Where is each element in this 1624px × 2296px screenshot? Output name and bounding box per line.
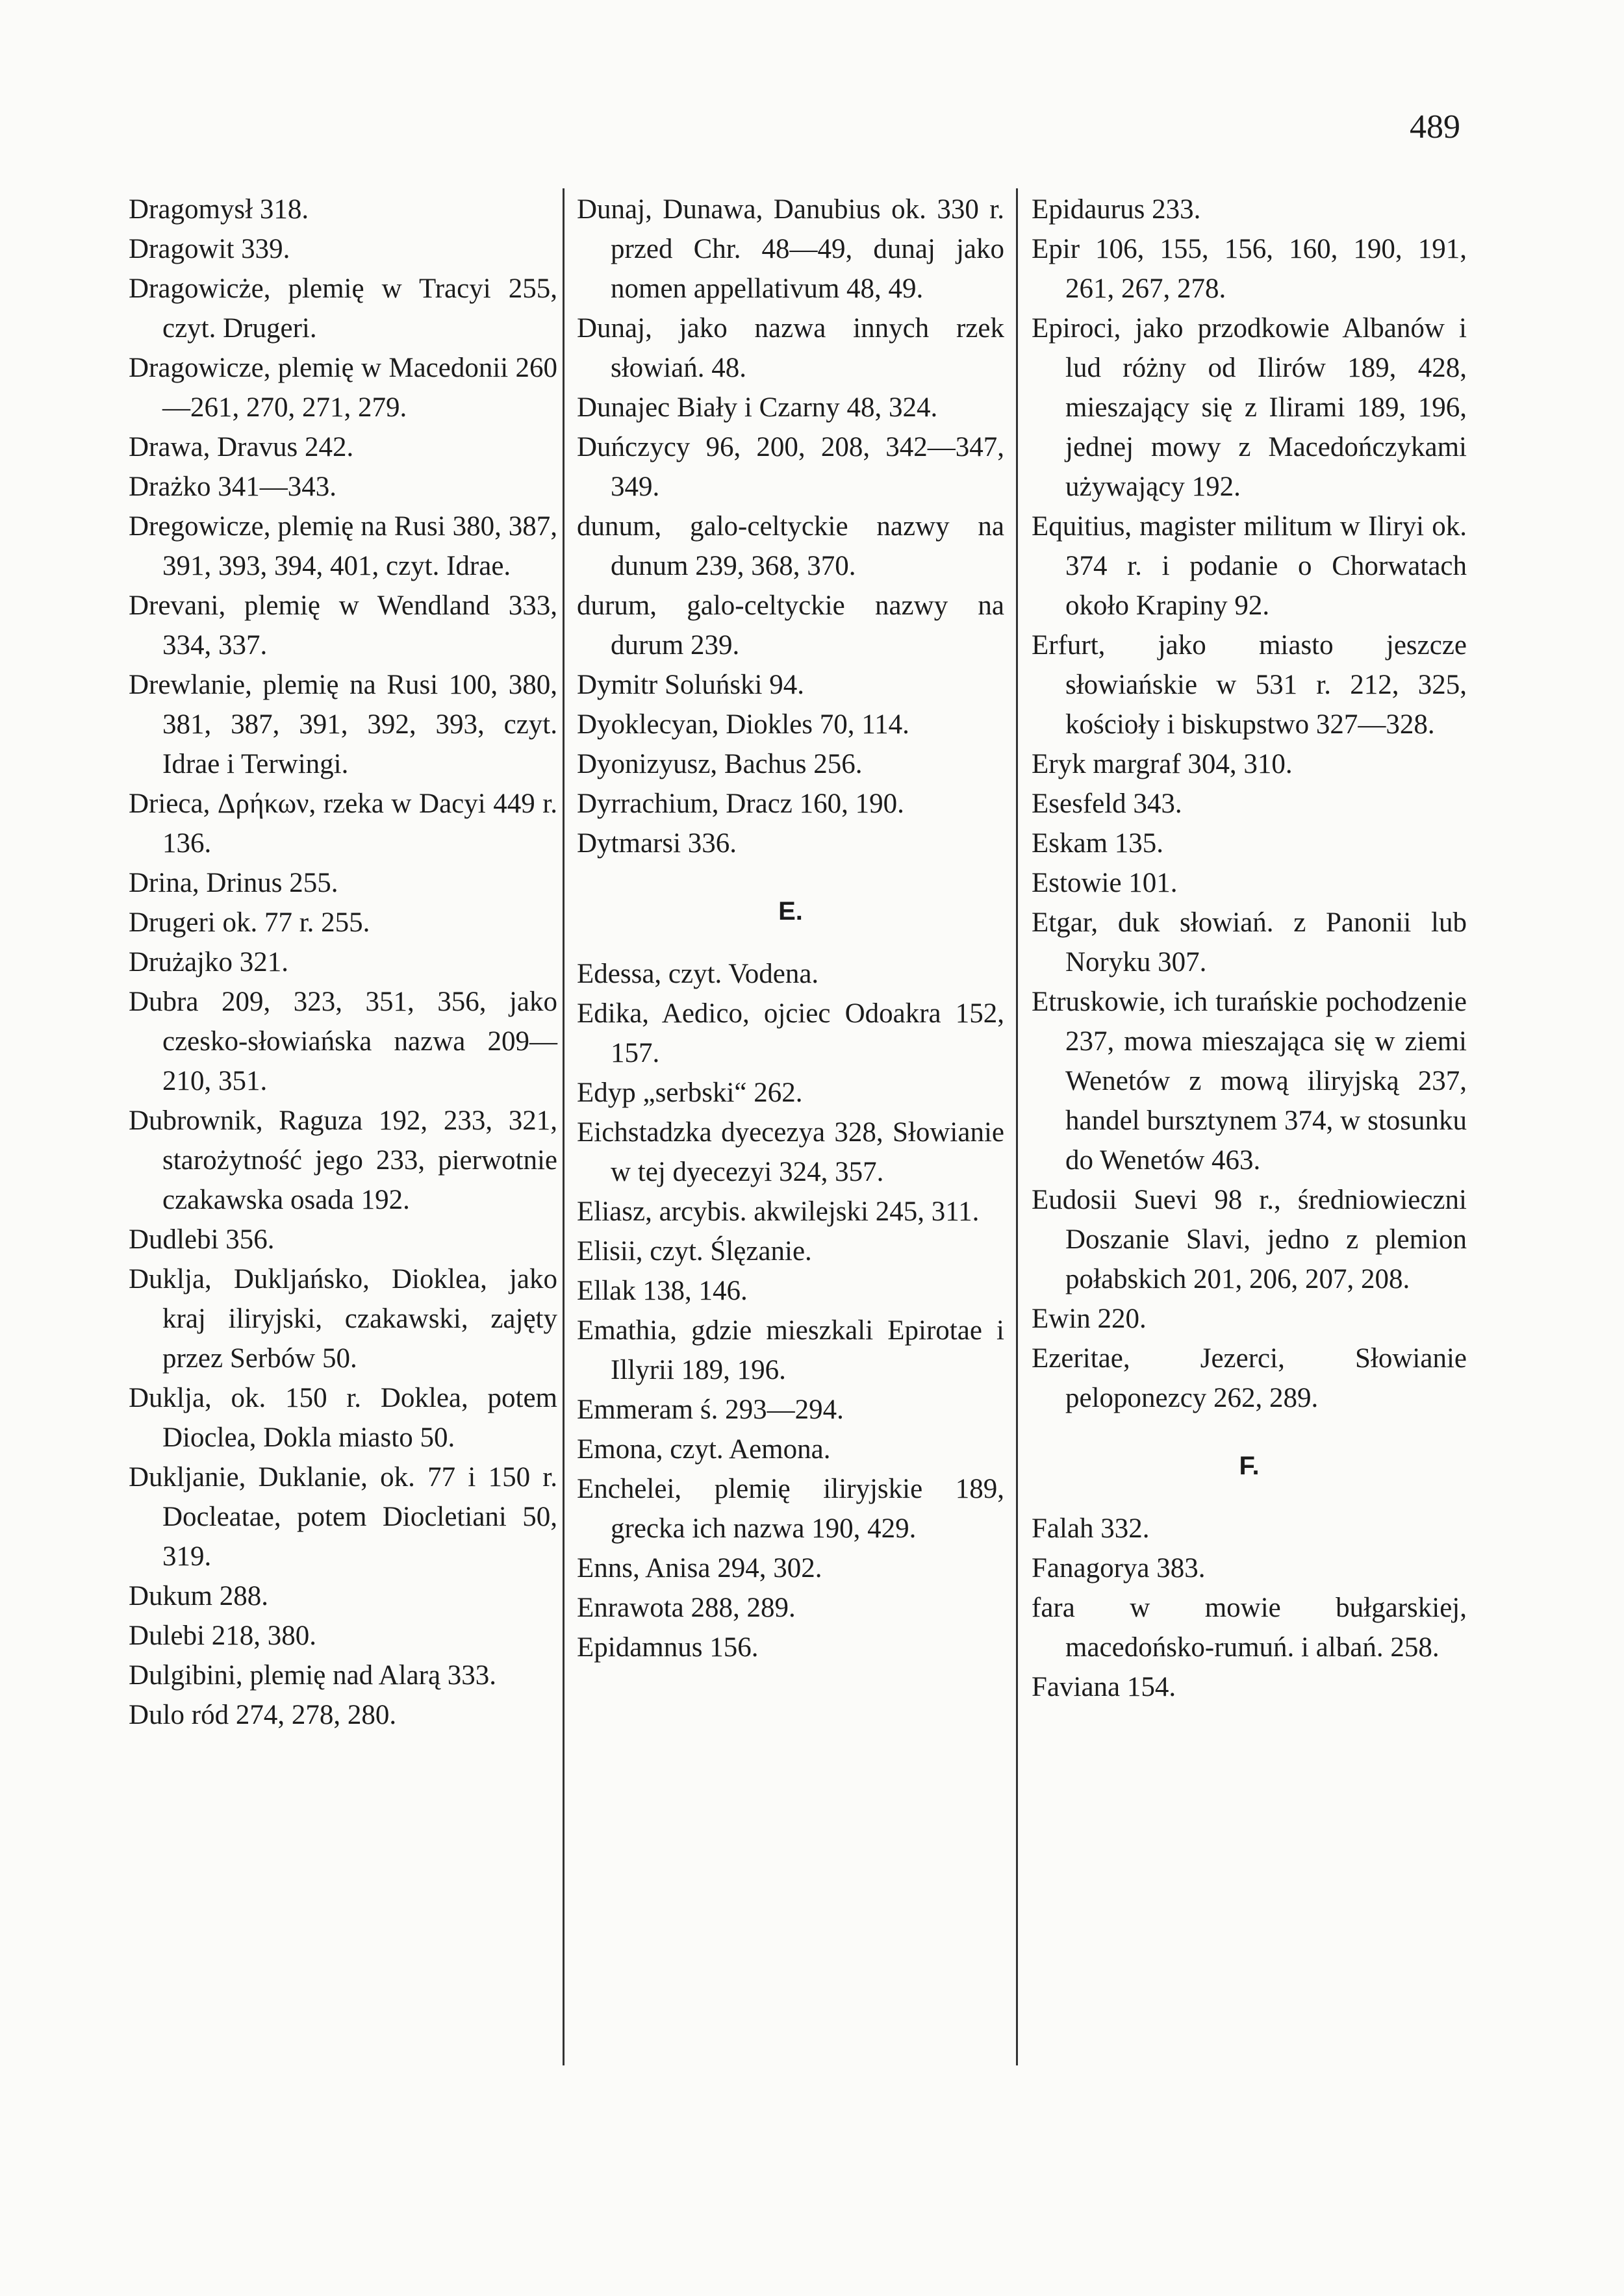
- index-entry: Emmeram ś. 293—294.: [577, 1394, 844, 1425]
- index-entry: fara w mowie bułgarskiej, macedońsko-rumuń. i albań. 258.: [1032, 1593, 1467, 1663]
- index-entry: Dyonizyusz, Bachus 256.: [577, 749, 863, 779]
- index-entry: Duklja, ok. 150 r. Doklea, potem Dioclea, Dokla miasto 50.: [129, 1383, 557, 1453]
- index-entry: Dragomysł 318.: [129, 194, 309, 225]
- index-entry: Epiroci, jako przodkowie Albanów i lud różny od Ilirów 189, 428, mieszający się z Ilirami 189, 196, jednej mowy z Macedończykami używający 192.: [1032, 313, 1467, 502]
- index-column-2: [577, 190, 1004, 1667]
- index-entry: Duńczycy 96, 200, 208, 342—347, 349.: [577, 432, 1004, 502]
- index-entry: Erfurt, jako miasto jeszcze słowiańskie w 531 r. 212, 325, kościoły i biskupstwo 327—328.: [1032, 630, 1467, 740]
- index-entry: Etgar, duk słowiań. z Panonii lub Noryku 307.: [1032, 907, 1467, 978]
- index-entry: Falah 332.: [1032, 1513, 1150, 1544]
- index-entry: Drawa, Dravus 242.: [129, 432, 354, 462]
- index-entry: Enns, Anisa 294, 302.: [577, 1553, 822, 1583]
- index-entry: Drieca, Δρήκων, rzeka w Dacyi 449 r. 136.: [129, 788, 557, 859]
- index-entry: Enchelei, plemię iliryjskie 189, grecka ich nazwa 190, 429.: [577, 1474, 1004, 1544]
- index-entry: Drina, Drinus 255.: [129, 868, 338, 898]
- index-entry: Dragowicże, plemię w Tracyi 255, czyt. Drugeri.: [129, 273, 557, 344]
- index-entry: Estowie 101.: [1032, 868, 1178, 898]
- index-entry: Esesfeld 343.: [1032, 788, 1182, 819]
- index-entry: Dubra 209, 323, 351, 356, jako czesko-słowiańska nazwa 209—210, 351.: [129, 987, 557, 1096]
- index-column-3: [1032, 190, 1467, 1707]
- index-entry: Duklja, Dukljańsko, Dioklea, jako kraj iliryjski, czakawski, zajęty przez Serbów 50.: [129, 1264, 557, 1374]
- index-entry: Epir 106, 155, 156, 160, 190, 191, 261, 267, 278.: [1032, 234, 1467, 304]
- index-entry: Dubrownik, Raguza 192, 233, 321, starożytność jego 233, pierwotnie czakawska osada 192.: [129, 1105, 557, 1215]
- index-entry: Dudlebi 356.: [129, 1224, 275, 1255]
- index-entry: Dunaj, Dunawa, Danubius ok. 330 r. przed Chr. 48—49, dunaj jako nomen appellativum 48, 49.: [577, 194, 1004, 304]
- index-entry: Etruskowie, ich turańskie pochodzenie 237, mowa mieszająca się w ziemi Wenetów z mową iliryjską 237, handel bursztynem 374, w stosunku do Wenetów 463.: [1032, 987, 1467, 1176]
- index-entry: Dytmarsi 336.: [577, 828, 737, 859]
- index-entry: Dyoklecyan, Diokles 70, 114.: [577, 709, 909, 740]
- index-entry: Epidaurus 233.: [1032, 194, 1201, 225]
- index-entry: Dunajec Biały i Czarny 48, 324.: [577, 392, 938, 423]
- page-number: 489: [1410, 108, 1460, 145]
- index-entry: Drużajko 321.: [129, 947, 288, 978]
- index-entry: Dyrrachium, Dracz 160, 190.: [577, 788, 904, 819]
- index-entry: Drewlanie, plemię na Rusi 100, 380, 381, 387, 391, 392, 393, czyt. Idrae i Terwingi.: [129, 670, 557, 779]
- section-heading-f: F.: [1239, 1452, 1260, 1480]
- index-entry: Drugeri ok. 77 r. 255.: [129, 907, 370, 938]
- index-entry: Elisii, czyt. Ślęzanie.: [577, 1236, 812, 1267]
- index-entry: Dregowicze, plemię na Rusi 380, 387, 391, 393, 394, 401, czyt. Idrae.: [129, 511, 557, 581]
- index-entry: Emathia, gdzie mieszkali Epirotae i Illyrii 189, 196.: [577, 1315, 1004, 1385]
- index-entry: durum, galo-celtyckie nazwy na durum 239.: [577, 590, 1004, 661]
- index-entry: Dunaj, jako nazwa innych rzek słowiań. 48.: [577, 313, 1004, 383]
- index-entry: Dymitr Soluński 94.: [577, 670, 805, 700]
- index-entry: Dulebi 218, 380.: [129, 1621, 317, 1651]
- column-divider: [563, 188, 565, 2065]
- index-entry: Fanagorya 383.: [1032, 1553, 1206, 1583]
- section-heading-e: E.: [778, 897, 803, 926]
- index-entry: Enrawota 288, 289.: [577, 1593, 796, 1623]
- index-entry: Eichstadzka dyecezya 328, Słowianie w tej dyecezyi 324, 357.: [577, 1117, 1004, 1187]
- index-entry: Eudosii Suevi 98 r., średniowieczni Doszanie Slavi, jedno z plemion połabskich 201, 206, 207, 208.: [1032, 1185, 1467, 1294]
- index-entry: Dulgibini, plemię nad Alarą 333.: [129, 1660, 497, 1691]
- index-entry: Drażko 341—343.: [129, 472, 337, 502]
- index-entry: Dulo ród 274, 278, 280.: [129, 1700, 397, 1730]
- index-entry: Epidamnus 156.: [577, 1632, 759, 1663]
- index-entry: Eliasz, arcybis. akwilejski 245, 311.: [577, 1196, 980, 1227]
- index-entry: Eskam 135.: [1032, 828, 1164, 859]
- index-entry: Dukum 288.: [129, 1581, 268, 1611]
- index-entry: Emona, czyt. Aemona.: [577, 1434, 831, 1465]
- index-entry: Equitius, magister militum w Iliryi ok. 374 r. i podanie o Chorwatach około Krapiny 92.: [1032, 511, 1467, 621]
- index-column-1: [129, 190, 557, 1735]
- index-entry: dunum, galo-celtyckie nazwy na dunum 239, 368, 370.: [577, 511, 1004, 581]
- column-divider: [1016, 188, 1018, 2065]
- index-entry: Faviana 154.: [1032, 1672, 1176, 1702]
- index-entry: Dragowit 339.: [129, 234, 290, 264]
- index-entry: Eryk margraf 304, 310.: [1032, 749, 1293, 779]
- index-entry: Edika, Aedico, ojciec Odoakra 152, 157.: [577, 998, 1004, 1068]
- index-entry: Edessa, czyt. Vodena.: [577, 959, 819, 989]
- index-entry: Drevani, plemię w Wendland 333, 334, 337.: [129, 590, 557, 661]
- index-entry: Edyp „serbski“ 262.: [577, 1078, 803, 1108]
- index-entry: Dragowicze, plemię w Macedonii 260—261, 270, 271, 279.: [129, 353, 557, 423]
- index-entry: Ewin 220.: [1032, 1304, 1147, 1334]
- index-entry: Ellak 138, 146.: [577, 1276, 748, 1306]
- index-entry: Ezeritae, Jezerci, Słowianie peloponezcy 262, 289.: [1032, 1343, 1467, 1413]
- index-entry: Dukljanie, Duklanie, ok. 77 i 150 r. Docleatae, potem Diocletiani 50, 319.: [129, 1462, 557, 1572]
